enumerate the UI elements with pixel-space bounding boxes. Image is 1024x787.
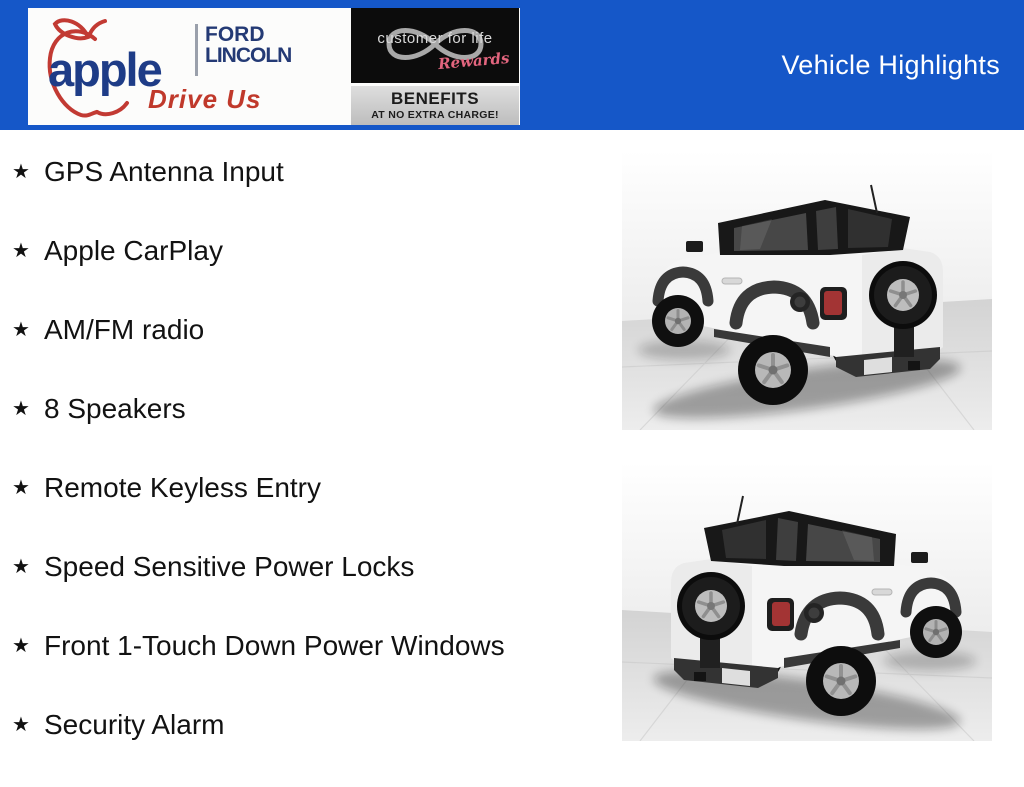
star-bullet-icon: ★ — [12, 161, 30, 183]
logo-divider — [195, 24, 198, 76]
feature-item — [12, 629, 505, 663]
vehicle-feature-list — [12, 155, 505, 787]
brand-lincoln: LINCOLN — [205, 44, 292, 67]
feature-label: Remote Keyless Entry — [44, 472, 321, 503]
star-bullet-icon: ★ — [12, 556, 30, 578]
vehicle-photo-rear-driver-side — [622, 151, 992, 430]
feature-label: Security Alarm — [44, 709, 225, 740]
feature-label: AM/FM radio — [44, 314, 205, 345]
dealer-logo — [28, 8, 520, 125]
vehicle-photo-rear-passenger-side — [622, 462, 992, 741]
star-bullet-icon: ★ — [12, 398, 30, 420]
star-bullet-icon: ★ — [12, 319, 30, 341]
feature-label: Apple CarPlay — [44, 235, 223, 266]
customer-for-life-badge — [351, 8, 519, 83]
dealer-tagline: Drive Us — [148, 84, 262, 114]
star-bullet-icon: ★ — [12, 477, 30, 499]
benefits-title: BENEFITS — [390, 89, 480, 108]
feature-item — [12, 313, 505, 347]
feature-item — [12, 550, 505, 584]
feature-item — [12, 392, 505, 426]
apple-wordmark: apple — [48, 43, 161, 96]
benefits-subtitle: AT NO EXTRA CHARGE! — [371, 109, 499, 121]
star-bullet-icon: ★ — [12, 714, 30, 736]
page-title: Vehicle Highlights — [781, 50, 1000, 80]
feature-item — [12, 234, 505, 268]
feature-item — [12, 155, 505, 189]
star-bullet-icon: ★ — [12, 240, 30, 262]
rewards-script-text: Rewards — [436, 48, 510, 74]
feature-item — [12, 471, 505, 505]
feature-item — [12, 708, 505, 742]
brand-ford: FORD — [205, 23, 265, 46]
feature-label: Front 1-Touch Down Power Windows — [44, 630, 505, 661]
rewards-text: customer for life — [377, 30, 493, 47]
feature-label: Speed Sensitive Power Locks — [44, 551, 415, 582]
header-banner — [0, 0, 1024, 130]
star-bullet-icon: ★ — [12, 635, 30, 657]
feature-label: 8 Speakers — [44, 393, 186, 424]
feature-label: GPS Antenna Input — [44, 156, 284, 187]
benefits-badge — [351, 86, 519, 125]
